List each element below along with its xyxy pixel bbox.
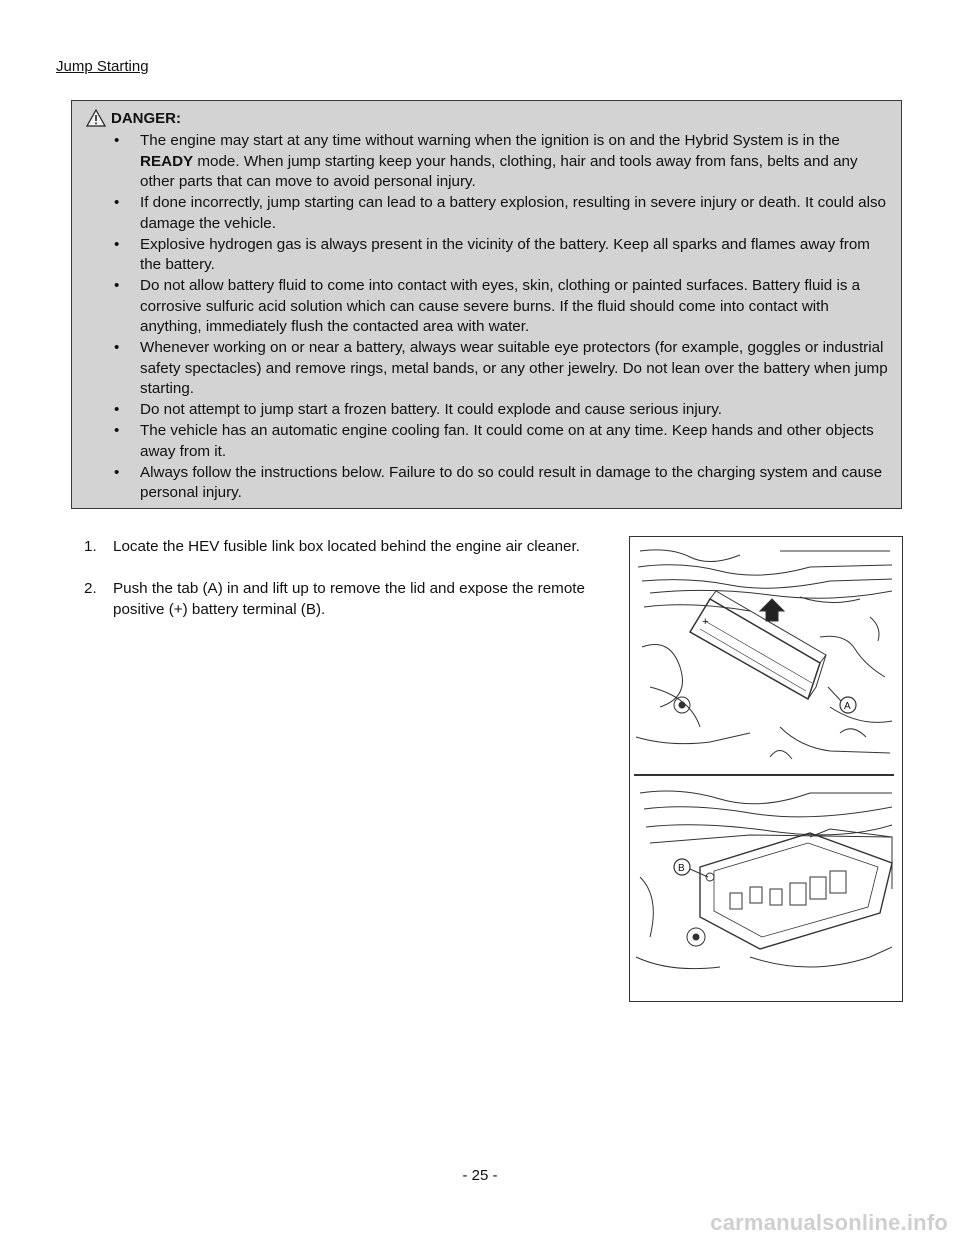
page-number: - 25 - — [462, 1167, 498, 1184]
instruction-steps — [84, 536, 604, 641]
ready-keyword: READY — [140, 152, 194, 170]
danger-item: • The vehicle has an automatic engine cooling fan. It could come on at any time. Keep hands and other objects away from it. — [114, 422, 874, 460]
step-text: Locate the HEV fusible link box located behind the engine air cleaner. — [113, 538, 580, 555]
section-heading: Jump Starting — [56, 58, 149, 75]
danger-item: • Do not attempt to jump start a frozen battery. It could explode and cause serious injury. — [114, 401, 722, 418]
danger-item: • Explosive hydrogen gas is always present in the vicinity of the battery. Keep all sparks and flames away from the battery. — [114, 235, 870, 273]
fuse-box-drawing — [630, 537, 902, 1001]
step-number: 1. — [84, 538, 97, 555]
watermark: carmanualsonline.info — [710, 1210, 948, 1235]
label-a: A — [844, 701, 851, 712]
danger-item: • Always follow the instructions below. Failure to do so could result in damage to the charging system and cause personal injury. — [114, 463, 883, 501]
step-item — [84, 536, 604, 557]
danger-item: • Whenever working on or near a battery, always wear suitable eye protectors (for example, goggles or industrial safety spectacles) and remove rings, metal bands, or any other jewelry. Do not lean over the battery when jump starting. — [114, 339, 888, 397]
danger-item: • If done incorrectly, jump starting can lead to a battery explosion, resulting in severe injury or death. It could also damage the vehicle. — [114, 194, 886, 232]
step-item — [84, 578, 604, 620]
danger-title — [84, 107, 889, 129]
danger-item: • Do not allow battery fluid to come into contact with eyes, skin, clothing or painted surfaces. Battery fluid is a corrosive sulfuric acid solution which can cause severe burns. If the fluid should come into contact with anything, immediately flush the contacted area with water. — [114, 277, 861, 335]
danger-box — [71, 100, 902, 509]
danger-list — [84, 131, 889, 504]
warning-triangle-icon — [86, 109, 106, 127]
danger-item: • The engine may start at any time without warning when the ignition is on and the Hybrid System is in the READY mode. When jump starting keep your hands, clothing, hair and tools away from fans, belts and any other parts that can move to avoid personal injury. — [114, 132, 858, 190]
danger-title-text: DANGER: — [111, 109, 181, 127]
step-text: Push the tab (A) in and lift up to remove the lid and expose the remote positive (+) battery terminal (B). — [113, 580, 585, 618]
plus-marking: + — [702, 616, 709, 628]
step-number: 2. — [84, 580, 97, 597]
fuse-box-illustration — [629, 536, 903, 1002]
label-b: B — [678, 863, 685, 874]
